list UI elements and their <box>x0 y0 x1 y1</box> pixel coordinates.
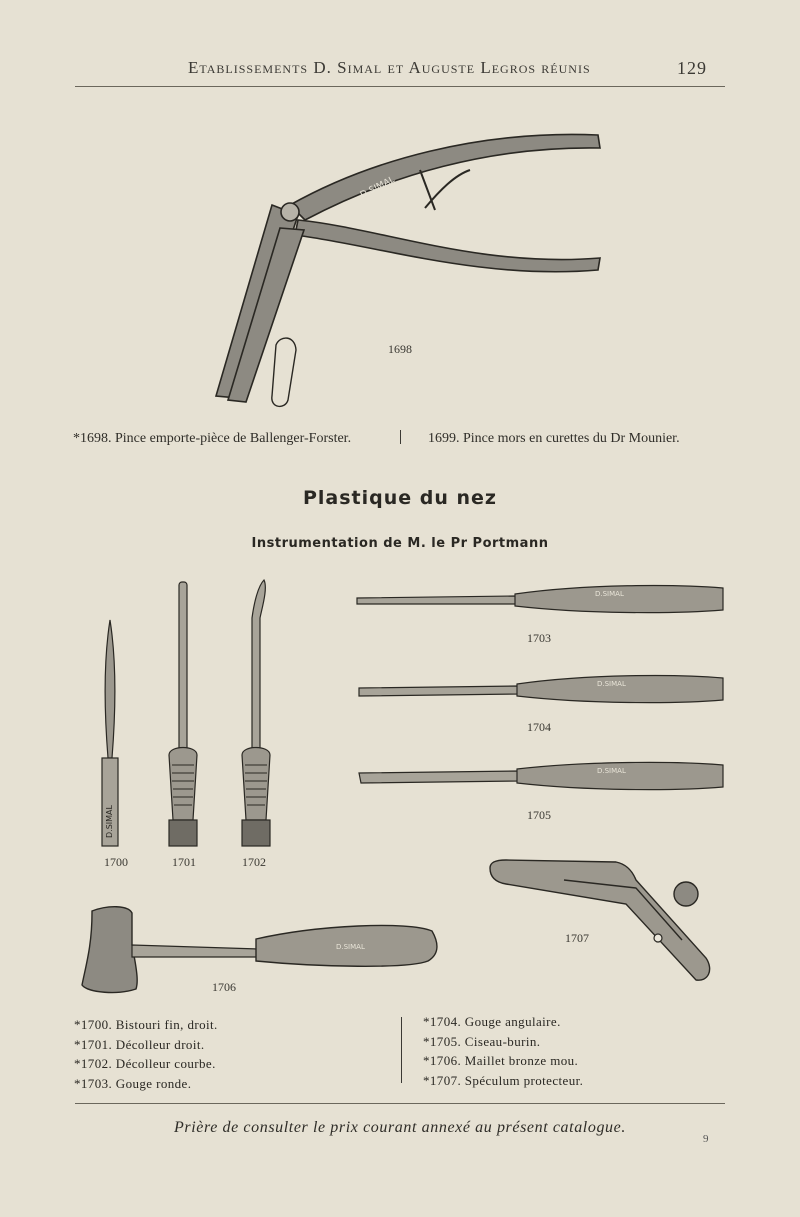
header-rule <box>75 86 725 87</box>
straight-elevator-illustration <box>163 580 203 850</box>
round-gouge-illustration <box>355 580 727 620</box>
list-item: *1700. Bistouri fin, droit. <box>74 1017 218 1032</box>
footer-rule <box>75 1103 725 1104</box>
signature-mark: 9 <box>703 1133 709 1145</box>
figure-label-1700: 1700 <box>104 855 128 869</box>
engraving-mark: D.SIMAL <box>358 174 397 201</box>
figure-label-1706: 1706 <box>212 980 236 994</box>
knife-illustration <box>98 618 122 850</box>
svg-text:D.SIMAL: D.SIMAL <box>595 590 624 598</box>
page-number: 129 <box>677 58 707 78</box>
figure-label-1705: 1705 <box>527 808 551 822</box>
item-list-left <box>74 1015 218 1093</box>
list-item: *1702. Décolleur courbe. <box>74 1056 216 1071</box>
list-item: *1706. Maillet bronze mou. <box>423 1053 579 1068</box>
list-item: *1705. Ciseau-burin. <box>423 1033 541 1049</box>
footer-note: Prière de consulter le prix courant annexé au présent catalogue. <box>174 1119 626 1136</box>
figure-label-1703: 1703 <box>527 631 551 645</box>
list-item: *1703. Gouge ronde. <box>74 1075 192 1091</box>
caption-1698: *1698. Pince emporte-pièce de Ballenger-Forster. <box>73 431 352 446</box>
chisel-illustration <box>357 757 727 797</box>
angular-gouge-illustration <box>357 670 727 710</box>
figure-label-1698: 1698 <box>388 342 412 356</box>
caption-1699: 1699. Pince mors en curettes du Dr Mounier. <box>428 431 680 446</box>
list-item: *1704. Gouge angulaire. <box>423 1014 561 1029</box>
item-list-right <box>423 1012 583 1090</box>
svg-text:D.SIMAL: D.SIMAL <box>597 767 626 775</box>
figure-label-1704: 1704 <box>527 720 551 734</box>
curved-elevator-illustration <box>236 578 280 850</box>
speculum-illustration <box>486 858 718 988</box>
caption-divider <box>400 430 401 444</box>
figure-label-1701: 1701 <box>172 855 196 869</box>
svg-text:D.SIMAL: D.SIMAL <box>597 680 626 688</box>
header-title: Etablissements D. Simal et Auguste Legros réunis <box>188 58 591 77</box>
figure-label-1707: 1707 <box>565 931 589 945</box>
svg-text:D.SIMAL: D.SIMAL <box>105 805 114 838</box>
list-divider <box>401 1017 402 1083</box>
section-title: Plastique du nez <box>302 487 497 509</box>
list-item: *1701. Décolleur droit. <box>74 1036 205 1052</box>
forceps-illustration <box>180 120 620 420</box>
svg-text:D.SIMAL: D.SIMAL <box>336 943 365 951</box>
list-item: *1707. Spéculum protecteur. <box>423 1072 584 1088</box>
mallet-illustration <box>78 905 440 995</box>
section-subtitle: Instrumentation de M. le Pr Portmann <box>251 536 549 551</box>
figure-label-1702: 1702 <box>242 855 266 869</box>
